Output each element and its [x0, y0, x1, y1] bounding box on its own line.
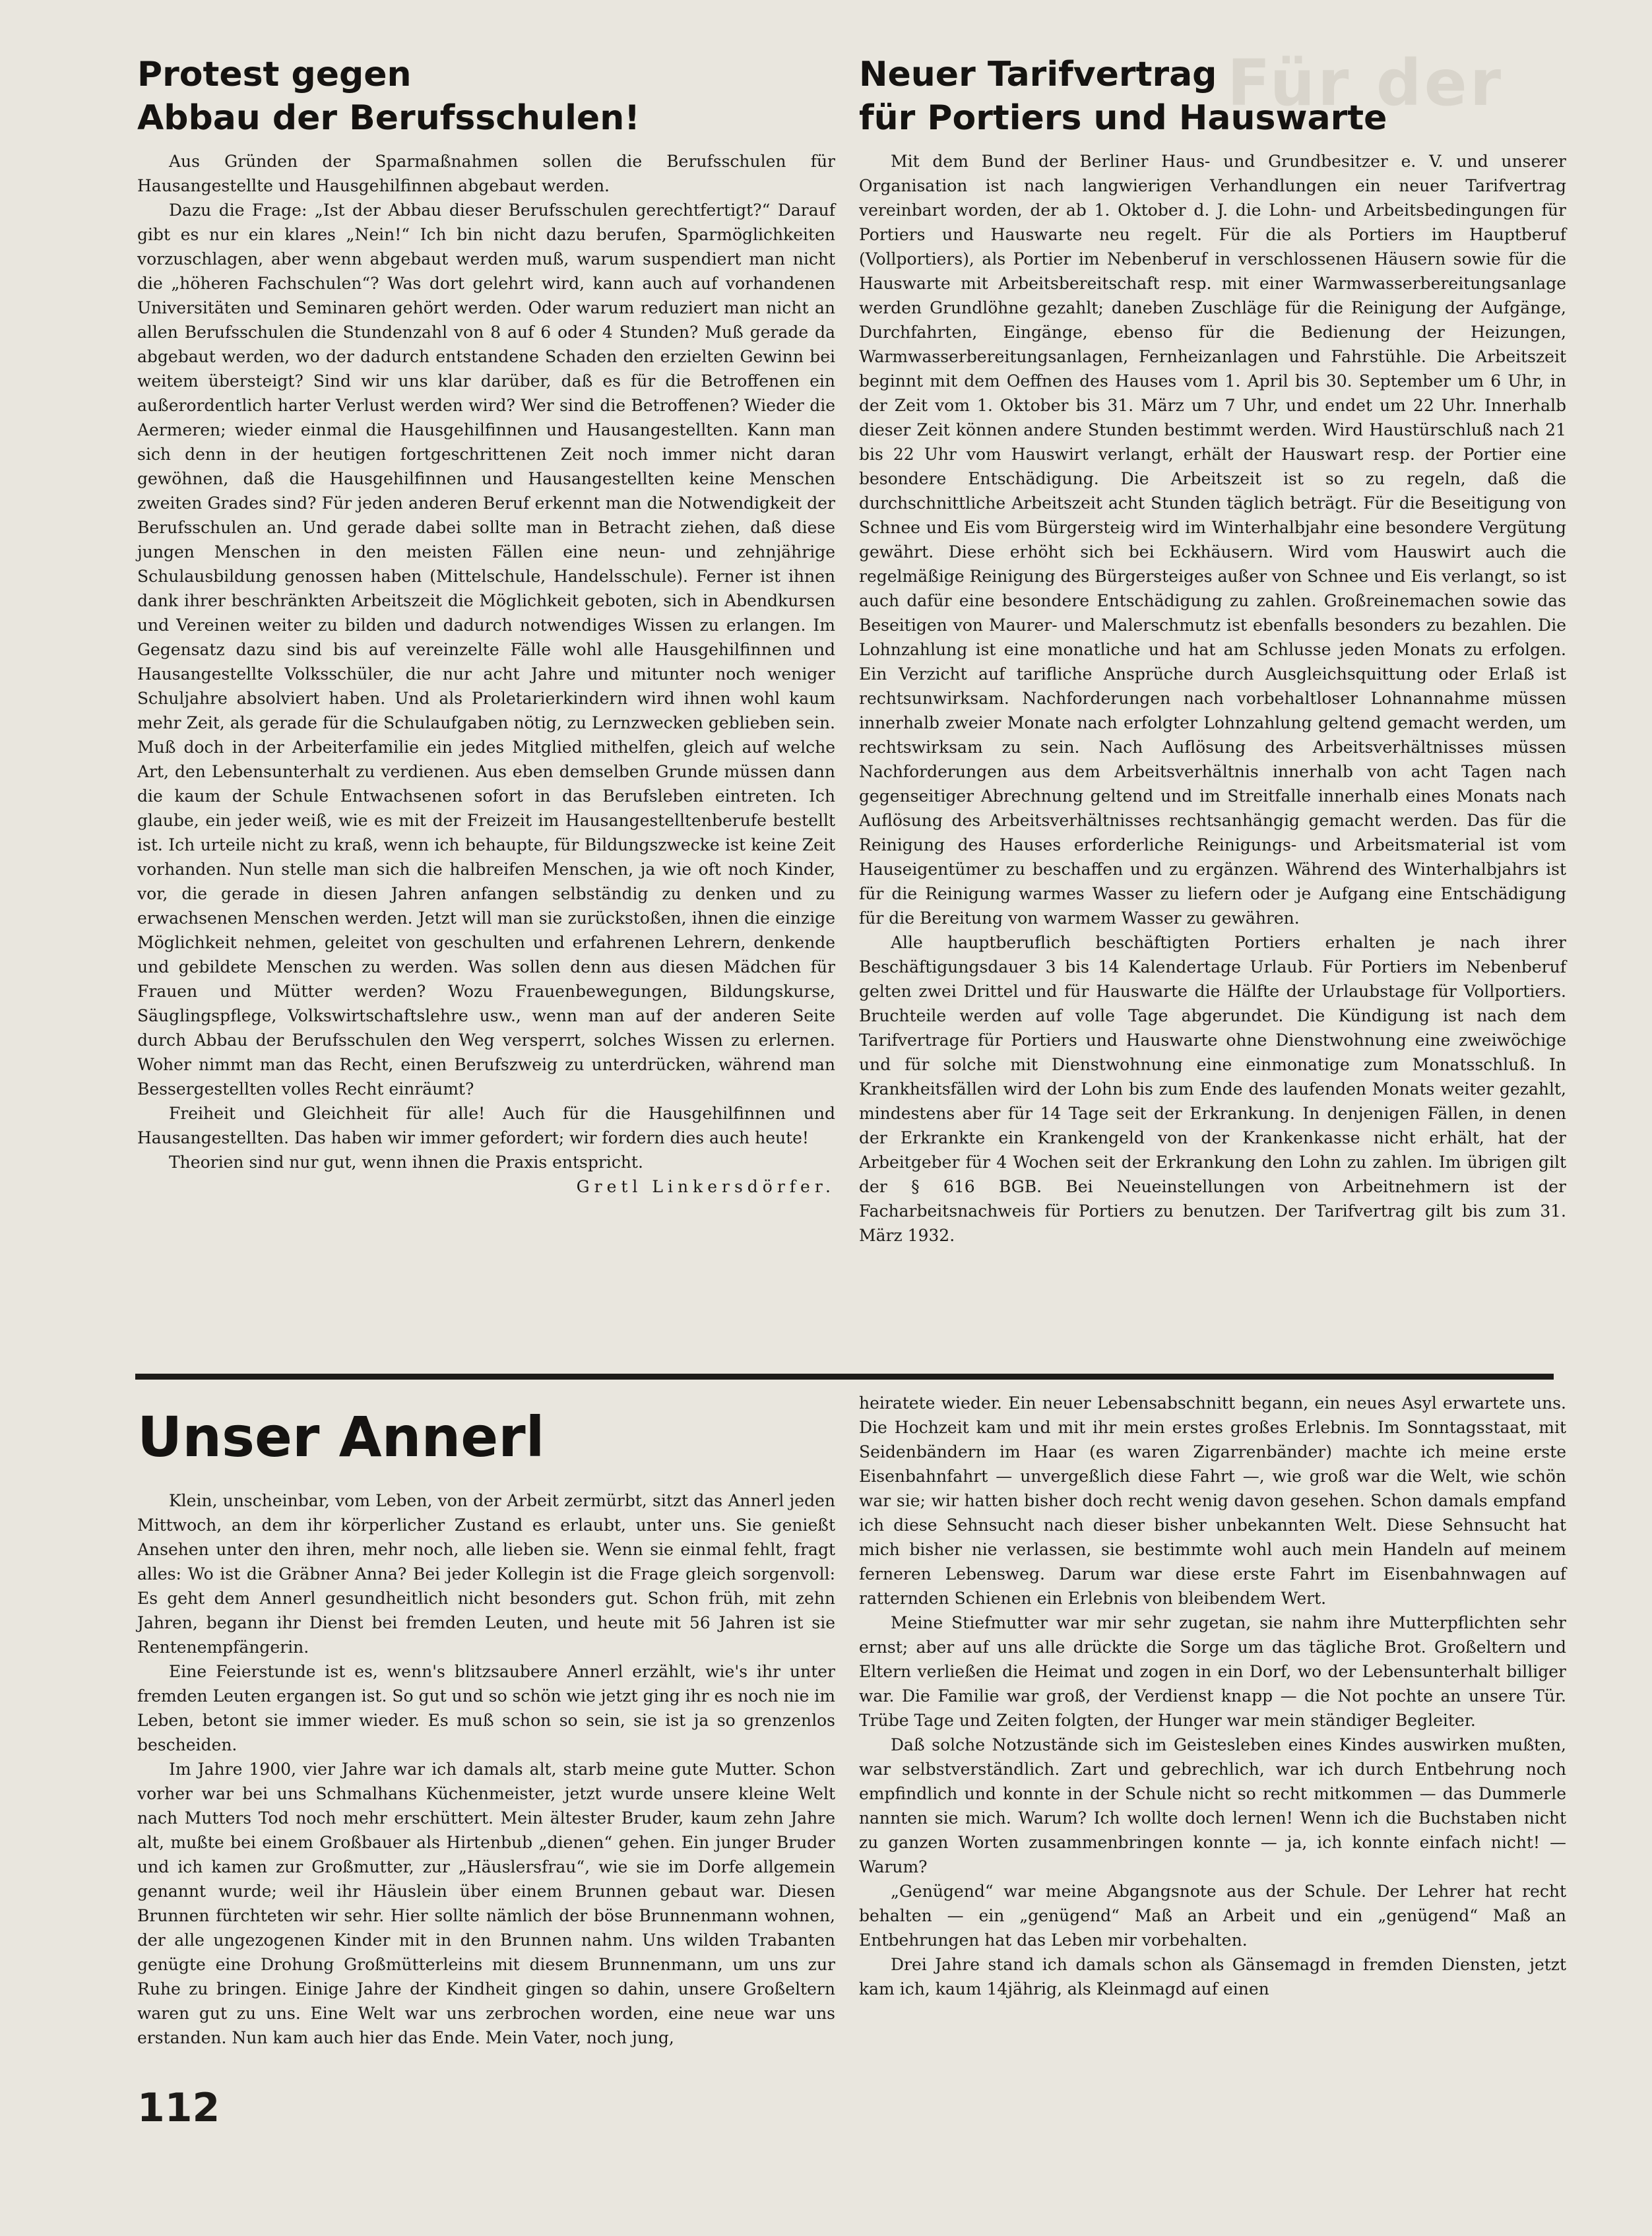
article-paragraph: Theorien sind nur gut, wenn ihnen die Praxis entspricht. — [169, 1153, 643, 1172]
show-through-title: Für der — [1227, 46, 1504, 120]
headline-line-2: für Portiers und Hauswarte — [859, 98, 1387, 138]
article-annerl-left — [137, 1405, 835, 2050]
article-paragraph: Klein, unscheinbar, vom Leben, von der Arbeit zermürbt, sitzt das Annerl jeden Mittwoch, an dem ihr körperlicher Zustand es erlaubt, unter uns. Sie genießt Ansehen unter den ihren, mehr noch, alle lieben sie. Wenn sie einmal fehlt, fragt alles: Wo ist die Gräbner Anna? Bei jeder Kollegin ist die Frage gleich sorgenvoll: Es geht dem Annerl gesundheitlich nicht besonders gut. Schon früh, mit zehn Jahren, begann ihr Dienst bei fremden Leuten, und heute mit 56 Jahren ist sie Rentenempfängerin. — [137, 1491, 835, 1657]
article-paragraph: Eine Feierstunde ist es, wenn's blitzsaubere Annerl erzählt, wie's ihr unter fremden Leuten ergangen ist. So gut und so schön wie jetzt ging ihr es noch nie im Leben, betont sie immer wieder. Es muß schon so sein, sie ist ja so grenzenlos bescheiden. — [137, 1662, 835, 1754]
article-berufsschulen — [137, 53, 835, 1199]
page-number: 112 — [137, 2085, 220, 2131]
headline-line-1: Neuer Tarifvertrag — [859, 55, 1217, 94]
article-paragraph: Alle hauptberuflich beschäftigten Portiers erhalten je nach ihrer Beschäftigungsdauer 3 bis 14 Kalendertage Urlaub. Für Portiers im Nebenberuf gelten zwei Drittel und für Hauswarte die Hälfte der Urlaubstage für Vollportiers. Bruchteile werden auf volle Tage abgerundet. Die Kündigung ist nach dem Tarifvertrage für Portiers und Hauswarte ohne Dienstwohnung eine zweiwöchige und für solche mit Dienstwohnung eine einmonatige zum Monatsschluß. In Krankheitsfällen wird der Lohn bis zum Ende des laufenden Monats weiter gezahlt, mindestens aber für 14 Tage seit der Erkrankung. In denjenigen Fällen, in denen der Erkrankte ein Krankengeld von der Krankenkasse nicht erhält, hat der Arbeitgeber für 4 Wochen seit der Erkrankung den Lohn zu zahlen. Im übrigen gilt der § 616 BGB. Bei Neueinstellungen von Arbeitnehmern ist der Facharbeitsnachweis für Portiers zu benutzen. Der Tarifvertrag gilt bis zum 31. März 1932. — [859, 933, 1566, 1245]
article-paragraph: Im Jahre 1900, vier Jahre war ich damals alt, starb meine gute Mutter. Schon vorher war bei uns Schmalhans Küchenmeister, jetzt wurde unsere kleine Welt nach Mutters Tod noch mehr erschüttert. Mein ältester Bruder, kaum zehn Jahre alt, mußte bei einem Großbauer als Hirtenbub „dienen“ gehen. Ein junger Bruder und ich kamen zur Großmutter, zur „Häuslersfrau“, wie sie im Dorfe allgemein genannt wurde; weil ihr Häuslein über einem Brunnen gebaut war. Diesen Brunnen fürchteten wir sehr. Hier sollte nämlich der böse Brunnenmann wohnen, der alle ungezogenen Kinder mit in den Brunnen nahm. Uns wilden Trabanten genügte eine Drohung Großmütterleins mit diesem Brunnenmann, um uns zur Ruhe zu bringen. Einige Jahre der Kindheit gingen so dahin, unsere Großeltern waren gut zu uns. Eine Welt war uns zerbrochen worden, eine neue war uns erstanden. Nun kam auch hier das Ende. Mein Vater, noch jung, — [137, 1760, 835, 2047]
article-paragraph: heiratete wieder. Ein neuer Lebensabschnitt begann, ein neues Asyl erwartete uns. Die Hochzeit kam und mit ihr mein erstes großes Erlebnis. Im Sonntagsstaat, mit Seidenbändern im Haar (es waren Zigarrenbänder) machte ich meine erste Eisenbahnfahrt — unvergeßlich diese Fahrt —, wie groß war die Welt, wie schön war sie; wir hatten bisher doch recht wenig davon gesehen. Schon damals empfand ich diese Sehnsucht nach dieser bisher unbekannten Welt. Diese Sehnsucht hat mich bisher nie verlassen, sie bestimmte wohl auch mein Handeln auf meinem ferneren Lebensweg. Darum war diese erste Fahrt im Eisenbahnwagen auf ratternden Schienen ein Erlebnis von bleibendem Wert. — [859, 1393, 1566, 1608]
article-headline — [859, 53, 1566, 140]
section-divider — [135, 1374, 1554, 1380]
article-annerl-right — [859, 1391, 1566, 2001]
article-headline: Unser Annerl — [137, 1405, 545, 1469]
headline-line-1: Protest gegen — [137, 55, 412, 94]
article-paragraph: Meine Stiefmutter war mir sehr zugetan, sie nahm ihre Mutterpflichten sehr ernst; aber auf uns alle drückte die Sorge um das tägliche Brot. Großeltern und Eltern verließen die Heimat und zogen in ein Dorf, wo der Lebensunterhalt billiger war. Die Familie war groß, der Verdienst knapp — die Not pochte an unsere Tür. Trübe Tage und Zeiten folgten, der Hunger war mein ständiger Begleiter. — [859, 1613, 1566, 1730]
article-paragraph: Drei Jahre stand ich damals schon als Gänsemagd in fremden Diensten, jetzt kam ich, kaum 14jährig, als Kleinmagd auf einen — [859, 1955, 1566, 1998]
article-headline — [137, 53, 835, 140]
article-paragraph: Freiheit und Gleichheit für alle! Auch für die Hausgehilfinnen und Hausangestellten. Das haben wir immer gefordert; wir fordern dies auch heute! — [137, 1104, 835, 1147]
article-paragraph: „Genügend“ war meine Abgangsnote aus der Schule. Der Lehrer hat recht behalten — ein „genügend“ Maß an Arbeit und ein „genügend“ Maß an Entbehrungen hat das Leben mir vorbehalten. — [859, 1882, 1566, 1950]
headline-line-2: Abbau der Berufsschulen! — [137, 98, 640, 138]
author-signature: Gretl Linkersdörfer. — [576, 1177, 835, 1196]
article-paragraph: Mit dem Bund der Berliner Haus- und Grundbesitzer e. V. und unserer Organisation ist nach langwierigen Verhandlungen ein neuer Tarifvertrag vereinbart worden, der ab 1. Oktober d. J. die Lohn- und Arbeitsbedingungen für Portiers und Hauswarte neu regelt. Für die als Portiers im Hauptberuf (Vollportiers), als Portier im Nebenberuf in verschlossenen Häusern sowie für die Hauswarte mit Arbeitsbereitschaft resp. mit einer Warmwasserbereitungsanlage werden Grundlöhne gezahlt; daneben Zuschläge für die Reinigung der Aufgänge, Durchfahrten, Eingänge, ebenso für die Bedienung der Heizungen, Warmwasserbereitungsanlagen, Fernheizanlagen und Fahrstühle. Die Arbeitszeit beginnt mit dem Oeffnen des Hauses vom 1. April bis 30. September um 6 Uhr, in der Zeit vom 1. Oktober bis 31. März um 7 Uhr, und endet um 22 Uhr. Innerhalb dieser Zeit können andere Stunden bestimmt werden. Wird Haustürschluß nach 21 bis 22 Uhr vom Hauswirt verlangt, erhält der Hauswart resp. der Portier eine besondere Entschädigung. Die Arbeitszeit ist so zu regeln, daß die durchschnittliche Arbeitszeit acht Stunden täglich beträgt. Für die Beseitigung von Schnee und Eis vom Bürgersteig wird im Winterhalbjahr eine besondere Vergütung gewährt. Diese erhöht sich bei Eckhäusern. Wird vom Hauswirt auch die regelmäßige Reinigung des Bürgersteiges außer von Schnee und Eis verlangt, so ist auch dafür eine besondere Entschädigung zu zahlen. Großreinemachen sowie das Beseitigen von Maurer- und Malerschmutz ist ebenfalls besonders zu bezahlen. Die Lohnzahlung ist eine monatliche und hat am Schlusse jeden Monats zu erfolgen. Ein Verzicht auf tarifliche Ansprüche durch Ausgleichsquittung oder Erlaß ist rechtsunwirksam. Nachforderungen nach vorbehaltloser Lohnannahme müssen innerhalb zweier Monate nach erfolgter Lohnzahlung geltend gemacht werden, um rechtswirksam zu sein. Nach Auflösung des Arbeitsverhältnisses müssen Nachforderungen aus dem Arbeitsverhältnis innerhalb von acht Tagen nach gegenseitiger Abrechnung geltend und im Streitfalle innerhalb eines Monats nach Auflösung des Arbeitsverhältnisses rechtsanhängig gemacht werden. Das für die Reinigung des Hauses erforderliche Reinigungs- und Arbeitsmaterial ist vom Hauseigentümer zu beschaffen und zu ergänzen. Während des Winterhalbjahrs ist für die Reinigung warmes Wasser zu liefern oder je Aufgang eine Entschädigung für die Bereitung von warmem Wasser zu gewähren. — [859, 152, 1566, 928]
article-paragraph: Daß solche Notzustände sich im Geistesleben eines Kindes auswirken mußten, war selbstverständlich. Zart und gebrechlich, war ich durch Entbehrung noch empfindlich und konnte in der Schule nicht so recht mitkommen — das Dummerle nannten sie mich. Warum? Ich wollte doch lernen! Wenn ich die Buchstaben nicht zu ganzen Worten zusammenbringen konnte — ja, ich konnte einfach nicht! — Warum? — [859, 1735, 1566, 1876]
article-tarifvertrag — [859, 53, 1566, 1248]
article-paragraph: Aus Gründen der Sparmaßnahmen sollen die Berufsschulen für Hausangestellte und Hausgehilfinnen abgebaut werden. — [137, 152, 835, 195]
article-paragraph: Dazu die Frage: „Ist der Abbau dieser Berufsschulen gerechtfertigt?“ Darauf gibt es nur ein klares „Nein!“ Ich bin nicht dazu berufen, Sparmöglichkeiten vorzuschlagen, aber wenn abgebaut werden muß, warum suspendiert man nicht die „höheren Fachschulen“? Was dort gelehrt wird, kann auch auf vorhandenen Universitäten und Seminaren gehört werden. Oder warum reduziert man nicht an allen Berufsschulen die Stundenzahl von 8 auf 6 oder 4 Stunden? Muß gerade da abgebaut werden, wo der dadurch entstandene Schaden den erzielten Gewinn bei weitem übersteigt? Sind wir uns klar darüber, daß es für die Betroffenen ein außerordentlich harter Verlust werden wird? Wer sind die Betroffenen? Wieder die Aermeren; wieder einmal die Hausgehilfinnen und Hausangestellten. Kann man sich denn in der heutigen fortgeschrittenen Zeit noch immer nicht daran gewöhnen, daß die Hausgehilfinnen und Hausangestellten keine Menschen zweiten Grades sind? Für jeden anderen Beruf erkennt man die Notwendigkeit der Berufsschulen an. Und gerade dabei sollte man in Betracht ziehen, daß diese jungen Menschen in den meisten Fällen eine neun- und zehnjährige Schulausbildung genossen haben (Mittelschule, Handelsschule). Ferner ist ihnen dank ihrer beschränkten Arbeitszeit die Möglichkeit geboten, sich in Abendkursen und Vereinen weiter zu bilden und dadurch notwendiges Wissen zu erlangen. Im Gegensatz dazu sind bis auf vereinzelte Fälle wohl alle Hausgehilfinnen und Hausangestellte Volksschüler, die nur acht Jahre und mitunter noch weniger Schuljahre absolviert haben. Und als Proletarierkindern wird ihnen wohl kaum mehr Zeit, als gerade für die Schulaufgaben nötig, zu Lernzwecken geblieben sein. Muß doch in der Arbeiterfamilie ein jedes Mitglied mithelfen, gleich auf welche Art, den Lebensunterhalt zu verdienen. Aus eben demselben Grunde müssen dann die kaum der Schule Entwachsenen sofort in das Berufsleben eintreten. Ich glaube, ein jeder weiß, wie es mit der Freizeit im Hausangestelltenberufe bestellt ist. Ich urteile nicht zu kraß, wenn ich behaupte, für Bildungszwecke ist keine Zeit vorhanden. Nun stelle man sich die halbreifen Menschen, ja wie oft noch Kinder, vor, die gerade in diesen Jahren anfangen selbständig zu denken und zu erwachsenen Menschen werden. Jetzt will man sie zurückstoßen, ihnen die einzige Möglichkeit nehmen, geleitet von geschulten und erfahrenen Lehrern, denkende und gebildete Menschen zu werden. Was sollen denn aus diesen Mädchen für Frauen und Mütter werden? Wozu Frauenbewegungen, Bildungskurse, Säuglingspflege, Volkswirtschaftslehre usw., wenn man auf der anderen Seite durch Abbau der Berufsschulen den Weg versperrt, solches Wissen zu erlernen. Woher nimmt man das Recht, einen Berufszweig zu unterdrücken, während man Bessergestellten volles Recht einräumt? — [137, 201, 835, 1099]
